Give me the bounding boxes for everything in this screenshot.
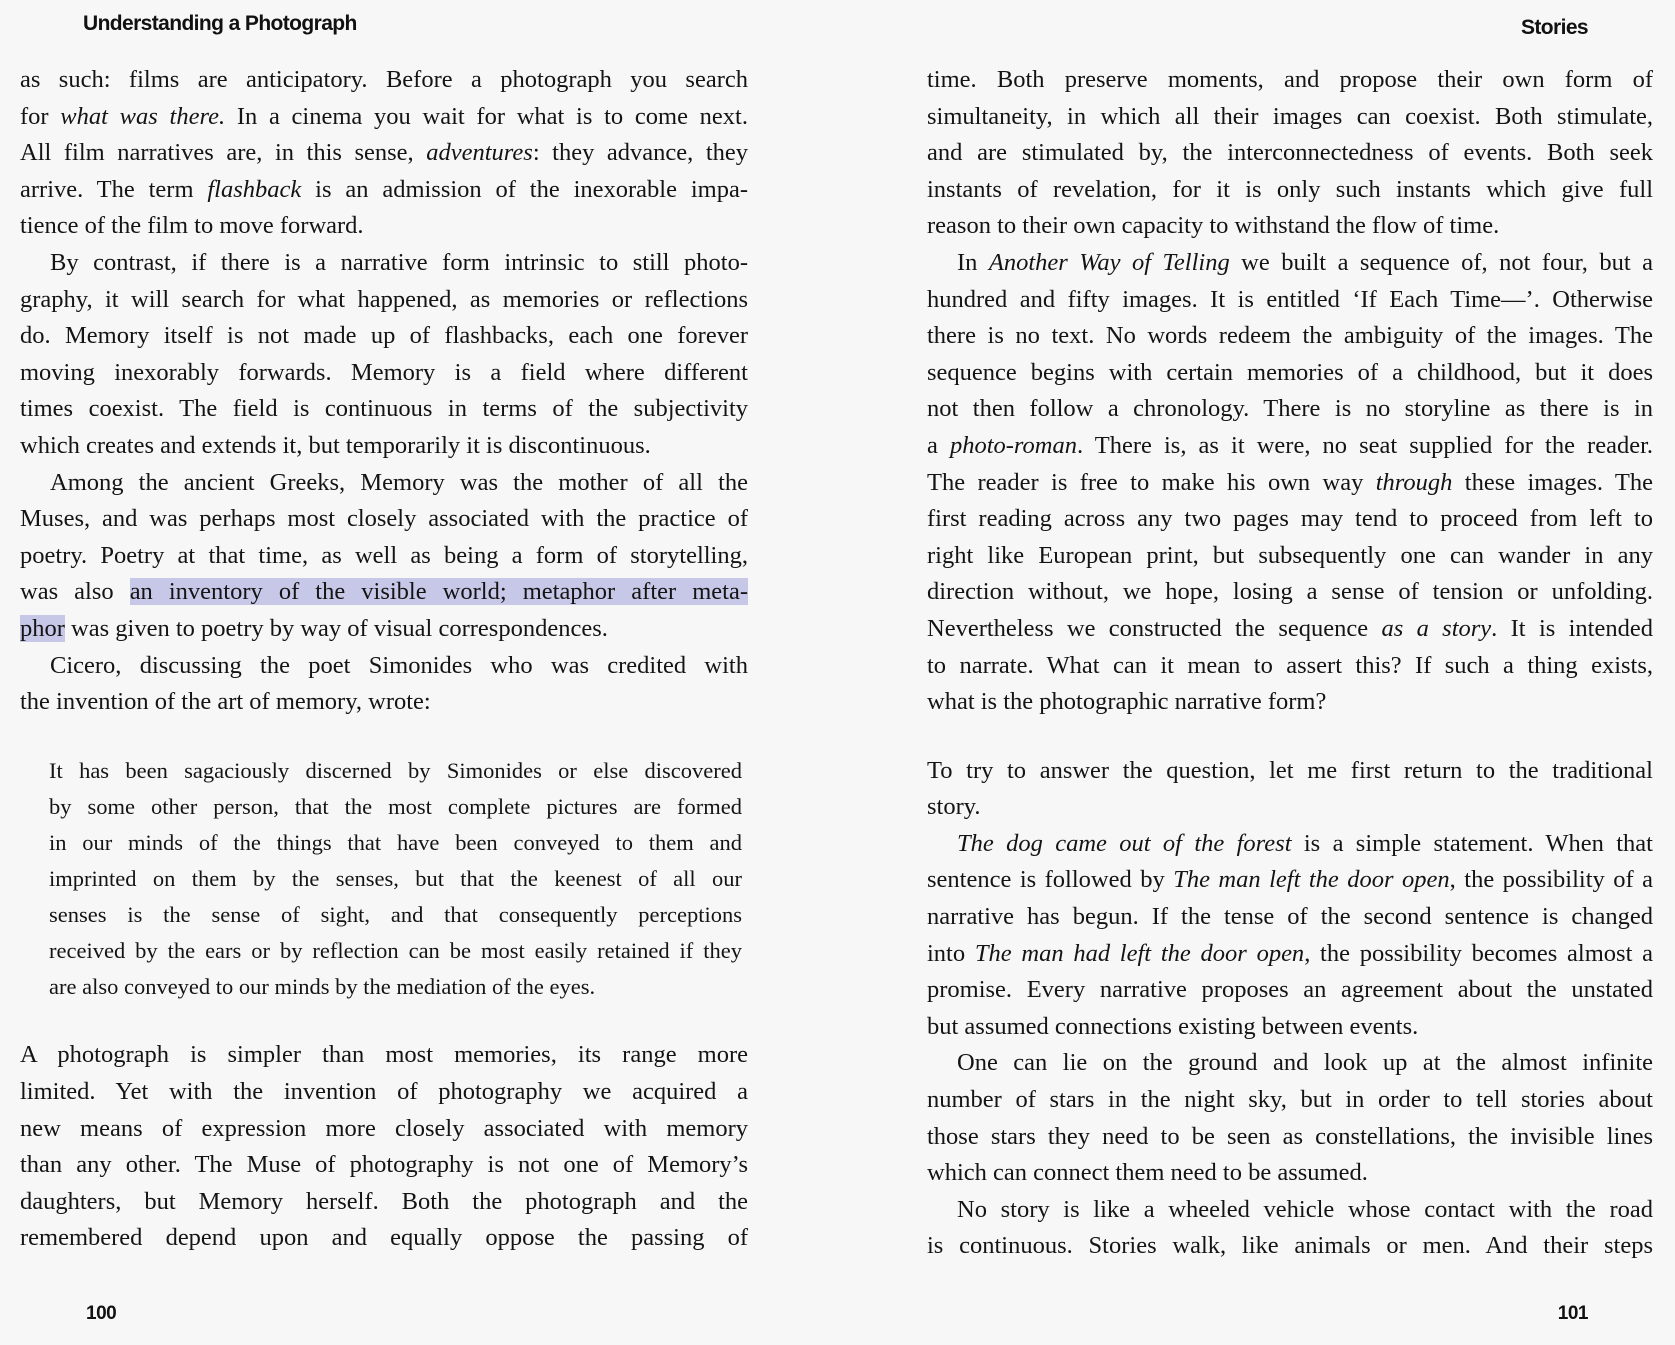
text-run: sentence is followed by xyxy=(927,866,1174,894)
quote-line: imprinted on them by the senses, but that the keenest of all our xyxy=(49,865,742,891)
spacer xyxy=(20,1005,748,1037)
paragraph xyxy=(927,62,1653,245)
text-run: is an admission of the inexorable impa- xyxy=(301,175,748,203)
quote-line: are also conveyed to our minds by the mediation of the eyes. xyxy=(49,974,596,1000)
italic-text: The man left the door open xyxy=(1173,866,1450,894)
text-run: for xyxy=(20,102,61,130)
text-line: daughters, but Memory herself. Both the photograph and the xyxy=(20,1187,748,1215)
paragraph xyxy=(927,1045,1653,1191)
paragraph xyxy=(927,753,1653,826)
text-run: is a simple statement. When that xyxy=(1291,829,1653,857)
italic-text: as a story xyxy=(1381,614,1492,642)
italic-text: adventures xyxy=(426,139,533,167)
text-line xyxy=(20,135,748,172)
text-line xyxy=(20,574,748,611)
text-run: was given to poetry by way of visual correspondences. xyxy=(64,614,608,642)
text-line: reason to their own capacity to withstand the flow of time. xyxy=(927,212,1500,240)
text-run: . It is intended xyxy=(1491,614,1653,642)
text-line: those stars they need to be seen as constellations, the invisible lines xyxy=(927,1122,1653,1150)
text-line xyxy=(20,99,748,136)
text-run: In a cinema you wait for what is to come next. xyxy=(225,102,748,130)
text-line xyxy=(927,826,1653,863)
text-line: No story is like a wheeled vehicle whose contact with the road xyxy=(957,1195,1653,1223)
text-line: Among the ancient Greeks, Memory was the mother of all the xyxy=(50,468,748,496)
text-run: . There is, as it were, no seat supplied for the reader. xyxy=(1077,431,1654,459)
text-run: these images. The xyxy=(1452,468,1653,496)
italic-text: Another Way of Telling xyxy=(988,248,1230,276)
text-line: tience of the film to move forward. xyxy=(20,212,364,240)
paragraph xyxy=(20,1037,748,1257)
text-line: as such: films are anticipatory. Before a photograph you search xyxy=(20,66,748,93)
text-line: the invention of the art of memory, wrote: xyxy=(20,688,431,716)
italic-text: through xyxy=(1375,468,1453,496)
text-line: do. Memory itself is not made up of flashbacks, each one forever xyxy=(20,322,748,350)
quote-line: in our minds of the things that have been conveyed to them and xyxy=(49,829,742,855)
text-line: A photograph is simpler than most memories, its range more xyxy=(20,1041,748,1069)
text-line: By contrast, if there is a narrative form intrinsic to still photo- xyxy=(50,248,748,276)
text-run: In xyxy=(957,248,989,276)
page-number-right: 101 xyxy=(1557,1303,1588,1324)
text-line: but assumed connections existing between events. xyxy=(927,1012,1419,1040)
text-run: arrive. The term xyxy=(20,175,208,203)
text-line xyxy=(20,172,748,209)
text-line: first reading across any two pages may tend to proceed from left to xyxy=(927,505,1653,533)
text-line xyxy=(20,611,748,648)
text-line: To try to answer the question, let me first return to the traditional xyxy=(927,756,1653,784)
text-line: times coexist. The field is continuous in terms of the subjectivity xyxy=(20,395,748,423)
text-line xyxy=(927,936,1653,973)
text-line xyxy=(927,465,1653,502)
text-line xyxy=(927,611,1653,648)
text-line: story. xyxy=(927,793,981,821)
text-line: simultaneity, in which all their images can coexist. Both stimulate, xyxy=(927,102,1653,130)
text-line: instants of revelation, for it is only such instants which give full xyxy=(927,175,1653,203)
text-run: into xyxy=(927,939,975,967)
text-line xyxy=(927,245,1653,282)
text-line: hundred and fifty images. It is entitled ‘If Each Time—’. Otherwise xyxy=(927,285,1653,313)
quote-line: by some other person, that the most complete pictures are formed xyxy=(49,793,742,819)
text-line: what is the photographic narrative form? xyxy=(927,688,1327,716)
text-run: The reader is free to make his own way xyxy=(927,468,1376,496)
paragraph xyxy=(927,1192,1653,1265)
text-line: moving inexorably forwards. Memory is a field where different xyxy=(20,358,748,386)
text-line: is continuous. Stories walk, like animals or men. And their steps xyxy=(927,1232,1653,1260)
italic-text: The dog came out of the forest xyxy=(957,829,1292,857)
running-head-left: Understanding a Photograph xyxy=(83,12,357,35)
paragraph xyxy=(20,465,748,648)
paragraph xyxy=(20,245,748,465)
text-run: a xyxy=(927,431,950,459)
text-line: remembered depend upon and equally oppose the passing of xyxy=(20,1224,748,1252)
text-line: sequence begins with certain memories of a childhood, but it does xyxy=(927,358,1653,386)
text-run: , the possibility of a xyxy=(1449,866,1654,894)
text-line: promise. Every narrative proposes an agreement about the unstated xyxy=(927,976,1653,1004)
paragraph xyxy=(927,826,1653,1046)
paragraph xyxy=(927,245,1653,721)
text-line: narrative has begun. If the tense of the second sentence is changed xyxy=(927,903,1653,931)
block-quote xyxy=(20,753,742,1006)
text-line: poetry. Poetry at that time, as well as being a form of storytelling, xyxy=(20,541,748,569)
spacer xyxy=(20,721,748,753)
text-line: not then follow a chronology. There is no storyline as there is in xyxy=(927,395,1653,423)
paragraph xyxy=(20,62,748,245)
text-line: graphy, it will search for what happened, as memories or reflections xyxy=(20,285,748,313)
right-page-text xyxy=(927,62,1653,1265)
italic-text: photo-roman xyxy=(949,431,1078,459)
text-line: Muses, and was perhaps most closely associated with the practice of xyxy=(20,505,748,533)
quote-line: received by the ears or by reflection can be most easily retained if they xyxy=(49,938,742,964)
left-page-text xyxy=(20,62,748,1257)
paragraph xyxy=(20,648,748,721)
text-run: All film narratives are, in this sense, xyxy=(20,139,427,167)
quote-line: senses is the sense of sight, and that consequently perceptions xyxy=(49,902,742,928)
section-break xyxy=(927,721,1653,753)
text-line: number of stars in the night sky, but in order to tell stories about xyxy=(927,1086,1653,1114)
text-highlight[interactable]: phor xyxy=(20,614,65,642)
italic-text: what was there. xyxy=(60,102,226,130)
text-run: we built a sequence of, not four, but a xyxy=(1229,248,1653,276)
text-line: One can lie on the ground and look up at the almost infinite xyxy=(957,1049,1653,1077)
text-line: which can connect them need to be assumed. xyxy=(927,1159,1368,1187)
text-run: Nevertheless we constructed the sequence xyxy=(927,614,1382,642)
text-line: limited. Yet with the invention of photography we acquired a xyxy=(20,1077,748,1105)
running-head-right: Stories xyxy=(1521,16,1588,39)
text-line: right like European print, but subsequently one can wander in any xyxy=(927,541,1653,569)
page-number-left: 100 xyxy=(86,1303,117,1324)
text-line: direction without, we hope, losing a sense of tension or unfolding. xyxy=(927,578,1653,606)
text-run: , the possibility becomes almost a xyxy=(1304,939,1654,967)
text-line: Cicero, discussing the poet Simonides who was credited with xyxy=(50,651,748,679)
text-line: there is no text. No words redeem the ambiguity of the images. The xyxy=(927,322,1653,350)
text-line: new means of expression more closely associated with memory xyxy=(20,1114,748,1142)
text-line xyxy=(927,428,1653,465)
text-line: which creates and extends it, but temporarily it is discontinuous. xyxy=(20,431,651,459)
text-run: was also xyxy=(20,578,130,606)
italic-text: flashback xyxy=(207,175,302,203)
text-line: to narrate. What can it mean to assert this? If such a thing exists, xyxy=(927,651,1653,679)
text-line xyxy=(927,862,1653,899)
italic-text: The man had left the door open xyxy=(974,939,1305,967)
quote-line: It has been sagaciously discerned by Simonides or else discovered xyxy=(49,757,742,783)
text-line: time. Both preserve moments, and propose their own form of xyxy=(927,66,1653,93)
text-line: than any other. The Muse of photography is not one of Memory’s xyxy=(20,1151,748,1179)
text-line: and are stimulated by, the interconnectedness of events. Both seek xyxy=(927,139,1653,167)
text-highlight[interactable]: an inventory of the visible world; metaphor after meta- xyxy=(129,578,748,606)
text-run: : they advance, they xyxy=(532,139,749,167)
